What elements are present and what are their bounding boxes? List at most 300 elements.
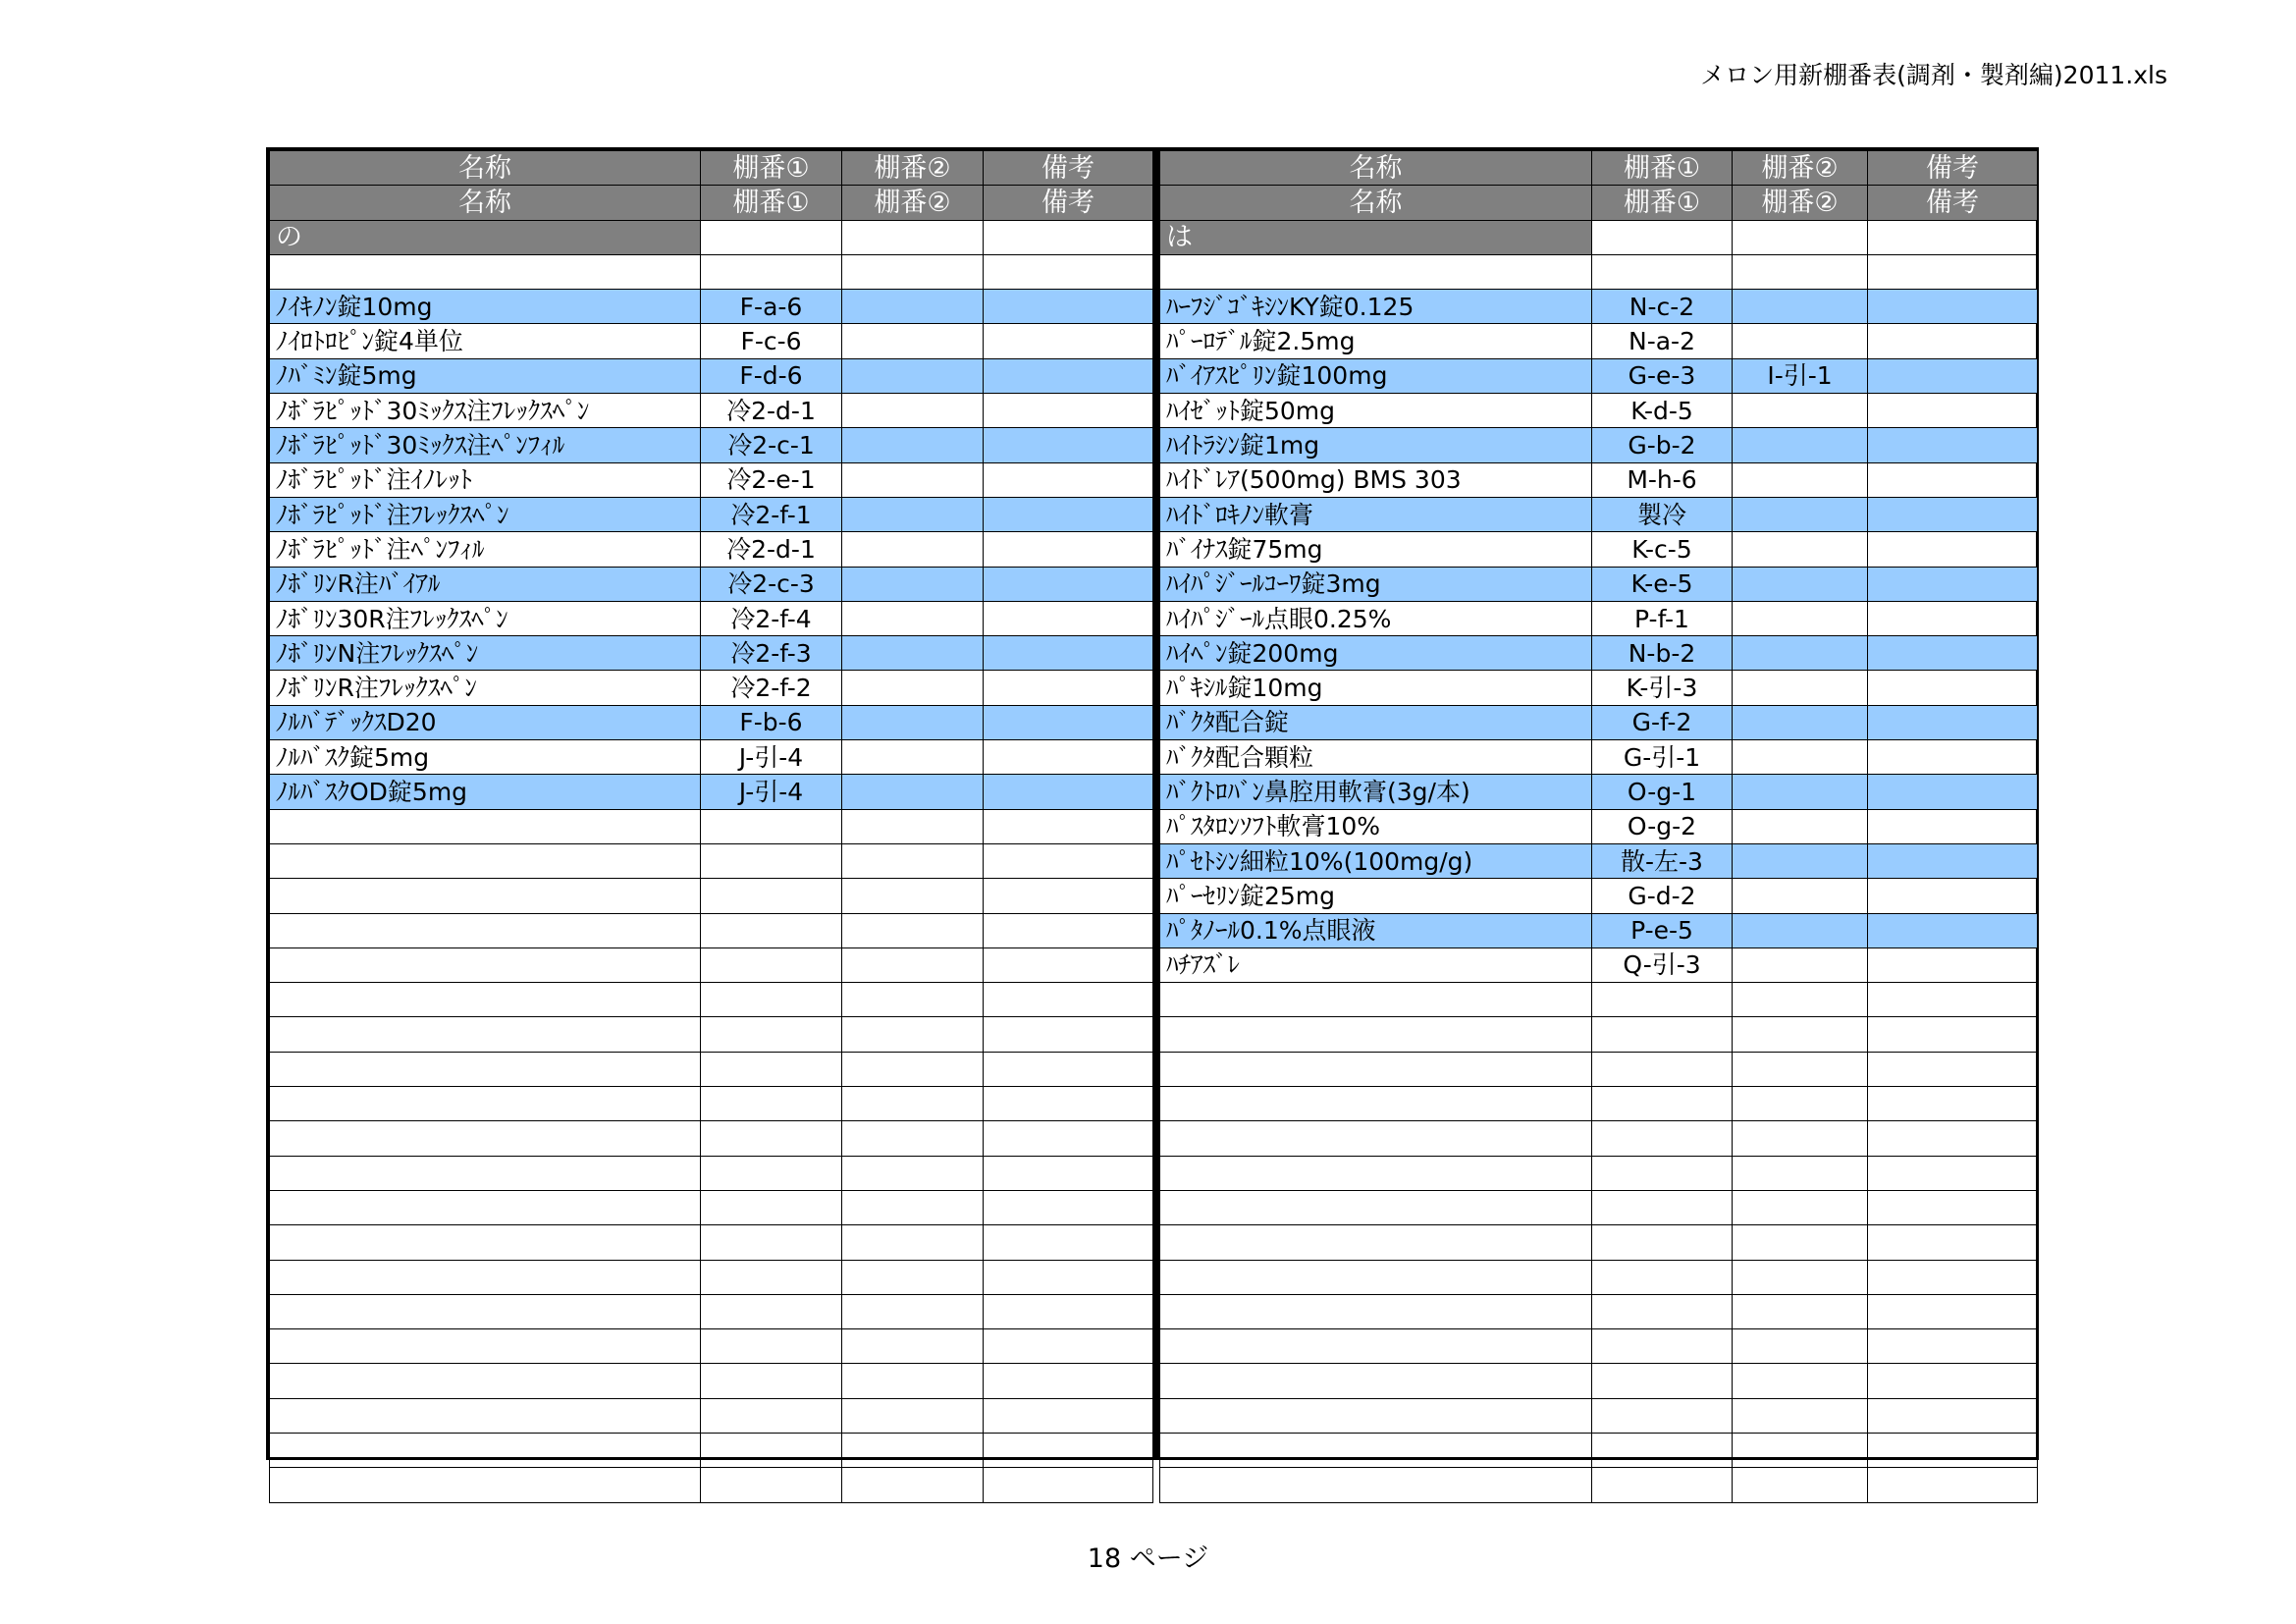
shelf-1 (701, 947, 842, 982)
note (984, 775, 1153, 809)
shelf-2 (842, 1260, 984, 1294)
name-header: 名称 (270, 186, 701, 220)
table-row (270, 1087, 1153, 1121)
note (984, 601, 1153, 635)
shelf-2 (1733, 324, 1868, 358)
shelf-1 (1592, 1433, 1733, 1467)
shelf-1: G-f-2 (1592, 705, 1733, 739)
table-row (1160, 1433, 2038, 1467)
shelf-2 (1733, 394, 1868, 428)
drug-name (270, 1329, 701, 1364)
header-row (1160, 151, 2038, 186)
drug-name (1160, 1398, 1592, 1433)
drug-name: ﾉﾙﾊﾞﾃﾞｯｸｽD20 (270, 705, 701, 739)
shelf-1 (701, 1121, 842, 1156)
shelf-1: 冷2-c-1 (701, 428, 842, 462)
drug-name: ﾉﾎﾞﾗﾋﾟｯﾄﾞ注ﾍﾟﾝﾌｨﾙ (270, 532, 701, 567)
table-row (270, 843, 1153, 878)
shelf-2 (842, 879, 984, 913)
section-cell (984, 220, 1153, 254)
drug-name (270, 1468, 701, 1502)
shelf-1 (1592, 983, 1733, 1017)
note (984, 983, 1153, 1017)
note (1868, 1156, 2038, 1190)
drug-name (270, 1294, 701, 1328)
shelf-1 (1592, 1190, 1733, 1224)
section-cell (1733, 220, 1868, 254)
drug-name: ﾉﾎﾞﾗﾋﾟｯﾄﾞ30ﾐｯｸｽ注ﾍﾟﾝﾌｨﾙ (270, 428, 701, 462)
table-row (1160, 775, 2038, 809)
section-label: は (1160, 220, 1592, 254)
shelf-1 (701, 843, 842, 878)
note (1868, 809, 2038, 843)
table-row (270, 1225, 1153, 1260)
note (1868, 1121, 2038, 1156)
table-row (1160, 1260, 2038, 1294)
name-header: 名称 (1160, 151, 1592, 186)
shelf-1: F-d-6 (701, 358, 842, 393)
table-row (1160, 913, 2038, 947)
shelf-2 (842, 1433, 984, 1467)
drug-name (270, 1225, 701, 1260)
drug-name: ﾊﾟﾀﾉｰﾙ0.1%点眼液 (1160, 913, 1592, 947)
note (984, 843, 1153, 878)
drug-name (1160, 983, 1592, 1017)
shelf-tables (266, 147, 2039, 1460)
drug-name (270, 983, 701, 1017)
shelf-1 (701, 1364, 842, 1398)
note (1868, 1017, 2038, 1052)
drug-name: ﾊｲﾄﾞﾚｱ(500mg) BMS 303 (1160, 462, 1592, 497)
table-row (270, 1294, 1153, 1328)
section-row (1160, 220, 2038, 254)
shelf-2 (842, 913, 984, 947)
drug-name: ﾊｲﾊﾟｼﾞｰﾙｺｰﾜ錠3mg (1160, 567, 1592, 601)
shelf-2 (1733, 740, 1868, 775)
shelf-2 (1733, 775, 1868, 809)
shelf-1: 散-左-3 (1592, 843, 1733, 878)
table-row (1160, 394, 2038, 428)
table-row (1160, 462, 2038, 497)
shelf-2 (1733, 1364, 1868, 1398)
shelf-2 (842, 290, 984, 324)
drug-name: ﾊｲﾍﾟﾝ錠200mg (1160, 636, 1592, 671)
table-row (270, 636, 1153, 671)
shelf-2 (842, 358, 984, 393)
shelf1-header: 棚番① (701, 151, 842, 186)
drug-name (1160, 1087, 1592, 1121)
table-row (1160, 1294, 2038, 1328)
note (1868, 1225, 2038, 1260)
drug-name: ﾉﾎﾞﾗﾋﾟｯﾄﾞ注ﾌﾚｯｸｽﾍﾟﾝ (270, 497, 701, 531)
note (984, 947, 1153, 982)
table-row (270, 1364, 1153, 1398)
shelf-2 (842, 1468, 984, 1502)
drug-name: ﾊﾁｱｽﾞﾚ (1160, 947, 1592, 982)
note (1868, 1260, 2038, 1294)
note (984, 1156, 1153, 1190)
drug-name (1160, 1190, 1592, 1224)
drug-name: ﾊﾞｸﾀ配合顆粒 (1160, 740, 1592, 775)
shelf-2 (842, 567, 984, 601)
note (984, 497, 1153, 531)
shelf-2 (1733, 913, 1868, 947)
note (1868, 740, 2038, 775)
table-row (1160, 567, 2038, 601)
shelf-2 (1733, 843, 1868, 878)
shelf-1 (701, 1087, 842, 1121)
drug-name (1160, 1052, 1592, 1086)
shelf-1: N-c-2 (1592, 290, 1733, 324)
shelf-2 (842, 947, 984, 982)
shelf-1: J-引-4 (701, 775, 842, 809)
shelf-1: G-引-1 (1592, 740, 1733, 775)
table-row (270, 1156, 1153, 1190)
shelf-1: N-a-2 (1592, 324, 1733, 358)
note (984, 879, 1153, 913)
shelf-2 (1733, 497, 1868, 531)
table-row (270, 913, 1153, 947)
table-row (270, 567, 1153, 601)
shelf-2 (1733, 879, 1868, 913)
drug-name: ﾊﾞｸﾀ配合錠 (1160, 705, 1592, 739)
shelf-1: G-e-3 (1592, 358, 1733, 393)
note (1868, 775, 2038, 809)
shelf-1 (1592, 1052, 1733, 1086)
shelf-2 (842, 775, 984, 809)
shelf-1: 冷2-d-1 (701, 532, 842, 567)
note-header: 備考 (984, 151, 1153, 186)
drug-name (1160, 1121, 1592, 1156)
table-row (270, 1433, 1153, 1467)
table-row (1160, 1121, 2038, 1156)
note-header: 備考 (1868, 186, 2038, 220)
section-cell (701, 220, 842, 254)
drug-name (270, 1017, 701, 1052)
note-header: 備考 (1868, 151, 2038, 186)
shelf-1 (1592, 1398, 1733, 1433)
shelf-1: 冷2-d-1 (701, 394, 842, 428)
shelf1-header: 棚番① (1592, 186, 1733, 220)
table-row (1160, 843, 2038, 878)
drug-name (270, 913, 701, 947)
table-row (1160, 1156, 2038, 1190)
note (984, 636, 1153, 671)
note (984, 1190, 1153, 1224)
shelf-1 (1592, 1294, 1733, 1328)
drug-name: ﾉﾎﾞﾘﾝN注ﾌﾚｯｸｽﾍﾟﾝ (270, 636, 701, 671)
shelf2-header: 棚番② (1733, 186, 1868, 220)
shelf-2 (842, 809, 984, 843)
table-row (1160, 983, 2038, 1017)
shelf-1 (1592, 1225, 1733, 1260)
shelf-2 (1733, 705, 1868, 739)
shelf-2 (1733, 1294, 1868, 1328)
shelf-2 (1733, 983, 1868, 1017)
note (984, 394, 1153, 428)
shelf-1 (1592, 1087, 1733, 1121)
drug-name (270, 1433, 701, 1467)
note (984, 428, 1153, 462)
shelf-2 (842, 740, 984, 775)
shelf-1 (701, 879, 842, 913)
shelf-1 (1592, 254, 1733, 289)
note (984, 740, 1153, 775)
shelf-2 (842, 1294, 984, 1328)
shelf-2 (1733, 254, 1868, 289)
shelf-2 (842, 394, 984, 428)
shelf-2 (842, 1052, 984, 1086)
shelf-1 (701, 1190, 842, 1224)
shelf-1: M-h-6 (1592, 462, 1733, 497)
note (984, 290, 1153, 324)
drug-name (1160, 254, 1592, 289)
shelf-1: 冷2-f-4 (701, 601, 842, 635)
table-row (270, 1017, 1153, 1052)
drug-name: ﾉﾎﾞﾘﾝR注ﾊﾞｲｱﾙ (270, 567, 701, 601)
section-cell (1868, 220, 2038, 254)
table-row (1160, 1225, 2038, 1260)
table-row (270, 740, 1153, 775)
drug-name (270, 1260, 701, 1294)
drug-name (270, 809, 701, 843)
shelf-1: K-d-5 (1592, 394, 1733, 428)
drug-name (1160, 1225, 1592, 1260)
note (984, 254, 1153, 289)
shelf-1 (701, 1052, 842, 1086)
table-row (1160, 1017, 2038, 1052)
shelf-1 (701, 913, 842, 947)
shelf-1: F-c-6 (701, 324, 842, 358)
file-title: メロン用新棚番表(調剤・製剤編)2011.xls (1700, 61, 2167, 89)
shelf-1 (701, 1294, 842, 1328)
shelf-2 (1733, 1398, 1868, 1433)
shelf1-header: 棚番① (1592, 151, 1733, 186)
shelf-1: 製冷 (1592, 497, 1733, 531)
shelf-1 (1592, 1329, 1733, 1364)
drug-name (270, 254, 701, 289)
table-row (1160, 254, 2038, 289)
note (1868, 358, 2038, 393)
shelf-1: P-f-1 (1592, 601, 1733, 635)
drug-name (270, 879, 701, 913)
table-row (1160, 1329, 2038, 1364)
note (1868, 705, 2038, 739)
shelf-2 (1733, 428, 1868, 462)
note (984, 1052, 1153, 1086)
shelf-2: I-引-1 (1733, 358, 1868, 393)
name-header: 名称 (270, 151, 701, 186)
shelf-2 (842, 532, 984, 567)
shelf-1 (701, 983, 842, 1017)
shelf-1 (701, 254, 842, 289)
shelf-1: P-e-5 (1592, 913, 1733, 947)
header-row (270, 186, 1153, 220)
shelf-2 (1733, 1468, 1868, 1502)
drug-name: ﾉﾙﾊﾞｽｸOD錠5mg (270, 775, 701, 809)
shelf-1 (1592, 1364, 1733, 1398)
drug-name (270, 843, 701, 878)
shelf-2 (1733, 1087, 1868, 1121)
shelf-2 (842, 636, 984, 671)
note (984, 809, 1153, 843)
drug-name (270, 947, 701, 982)
table-row (270, 428, 1153, 462)
table-row (270, 809, 1153, 843)
shelf-2 (1733, 1433, 1868, 1467)
drug-name (1160, 1017, 1592, 1052)
section-label: の (270, 220, 701, 254)
table-row (1160, 1364, 2038, 1398)
shelf-1 (701, 1398, 842, 1433)
shelf2-header: 棚番② (842, 151, 984, 186)
drug-name: ﾊﾟｰﾛﾃﾞﾙ錠2.5mg (1160, 324, 1592, 358)
note (984, 1433, 1153, 1467)
shelf2-header: 棚番② (1733, 151, 1868, 186)
shelf-1 (701, 1329, 842, 1364)
note (984, 1329, 1153, 1364)
drug-name (1160, 1260, 1592, 1294)
table-row (270, 1260, 1153, 1294)
note (1868, 290, 2038, 324)
table-row (270, 1121, 1153, 1156)
drug-name (1160, 1364, 1592, 1398)
table-row (270, 983, 1153, 1017)
drug-name (270, 1156, 701, 1190)
table-row (270, 1052, 1153, 1086)
shelf-2 (1733, 1156, 1868, 1190)
note (1868, 601, 2038, 635)
note (984, 567, 1153, 601)
drug-name: ﾊｲｾﾞｯﾄ錠50mg (1160, 394, 1592, 428)
drug-name: ﾊﾟｽﾀﾛﾝｿﾌﾄ軟膏10% (1160, 809, 1592, 843)
note (1868, 567, 2038, 601)
shelf-1 (701, 1156, 842, 1190)
left-shelf-table (269, 150, 1153, 1503)
shelf-1: N-b-2 (1592, 636, 1733, 671)
table-row (1160, 1398, 2038, 1433)
note (984, 532, 1153, 567)
note (984, 1364, 1153, 1398)
drug-name: ﾊﾟｷｼﾙ錠10mg (1160, 671, 1592, 705)
shelf-2 (842, 254, 984, 289)
table-row (270, 1398, 1153, 1433)
right-shelf-table (1159, 150, 2038, 1503)
note (984, 324, 1153, 358)
table-row (270, 1329, 1153, 1364)
table-row (270, 775, 1153, 809)
shelf-2 (1733, 532, 1868, 567)
table-row (270, 705, 1153, 739)
shelf-1: 冷2-f-1 (701, 497, 842, 531)
note (1868, 843, 2038, 878)
shelf-2 (842, 1017, 984, 1052)
shelf-2 (842, 462, 984, 497)
drug-name (270, 1398, 701, 1433)
note (1868, 532, 2038, 567)
page-number: 18 ページ (1087, 1543, 1209, 1574)
drug-name (270, 1087, 701, 1121)
table-row (270, 947, 1153, 982)
table-row (270, 394, 1153, 428)
table-row (1160, 1052, 2038, 1086)
table-row (270, 1468, 1153, 1502)
shelf-2 (1733, 462, 1868, 497)
note (984, 462, 1153, 497)
table-row (1160, 290, 2038, 324)
shelf-2 (1733, 1329, 1868, 1364)
table-row (270, 532, 1153, 567)
table-row (270, 462, 1153, 497)
table-row (1160, 428, 2038, 462)
shelf-2 (1733, 601, 1868, 635)
drug-name: ﾉﾎﾞﾘﾝ30R注ﾌﾚｯｸｽﾍﾟﾝ (270, 601, 701, 635)
note (1868, 254, 2038, 289)
table-row (1160, 947, 2038, 982)
drug-name: ﾉﾎﾞﾘﾝR注ﾌﾚｯｸｽﾍﾟﾝ (270, 671, 701, 705)
note (1868, 497, 2038, 531)
shelf-2 (842, 601, 984, 635)
note (1868, 1398, 2038, 1433)
note (984, 1121, 1153, 1156)
shelf-2 (1733, 636, 1868, 671)
drug-name: ﾊﾟｾﾄｼﾝ細粒10%(100mg/g) (1160, 843, 1592, 878)
shelf-1 (1592, 1156, 1733, 1190)
shelf-2 (842, 705, 984, 739)
table-row (270, 601, 1153, 635)
shelf-2 (842, 1190, 984, 1224)
table-row (1160, 532, 2038, 567)
shelf-1: 冷2-e-1 (701, 462, 842, 497)
note-header: 備考 (984, 186, 1153, 220)
note (1868, 879, 2038, 913)
shelf-2 (1733, 290, 1868, 324)
table-row (1160, 636, 2038, 671)
note (984, 1294, 1153, 1328)
table-row (1160, 1190, 2038, 1224)
header-row (1160, 186, 2038, 220)
drug-name: ﾉﾙﾊﾞｽｸ錠5mg (270, 740, 701, 775)
drug-name: ﾉﾊﾞﾐﾝ錠5mg (270, 358, 701, 393)
shelf-1: K-e-5 (1592, 567, 1733, 601)
note (984, 671, 1153, 705)
table-row (1160, 1087, 2038, 1121)
shelf-2 (1733, 1225, 1868, 1260)
shelf-2 (842, 428, 984, 462)
section-row (270, 220, 1153, 254)
drug-name (1160, 1156, 1592, 1190)
table-row (1160, 601, 2038, 635)
shelf-2 (842, 497, 984, 531)
shelf-1: 冷2-c-3 (701, 567, 842, 601)
table-row (1160, 809, 2038, 843)
shelf-2 (1733, 809, 1868, 843)
note (1868, 1294, 2038, 1328)
drug-name (1160, 1329, 1592, 1364)
note (1868, 1329, 2038, 1364)
table-row (270, 254, 1153, 289)
note (984, 705, 1153, 739)
shelf-1 (701, 1260, 842, 1294)
note (1868, 913, 2038, 947)
shelf-1 (1592, 1017, 1733, 1052)
header-row (270, 151, 1153, 186)
shelf-1 (1592, 1468, 1733, 1502)
drug-name (1160, 1468, 1592, 1502)
shelf-2 (1733, 1190, 1868, 1224)
shelf-2 (1733, 671, 1868, 705)
shelf-1: O-g-2 (1592, 809, 1733, 843)
